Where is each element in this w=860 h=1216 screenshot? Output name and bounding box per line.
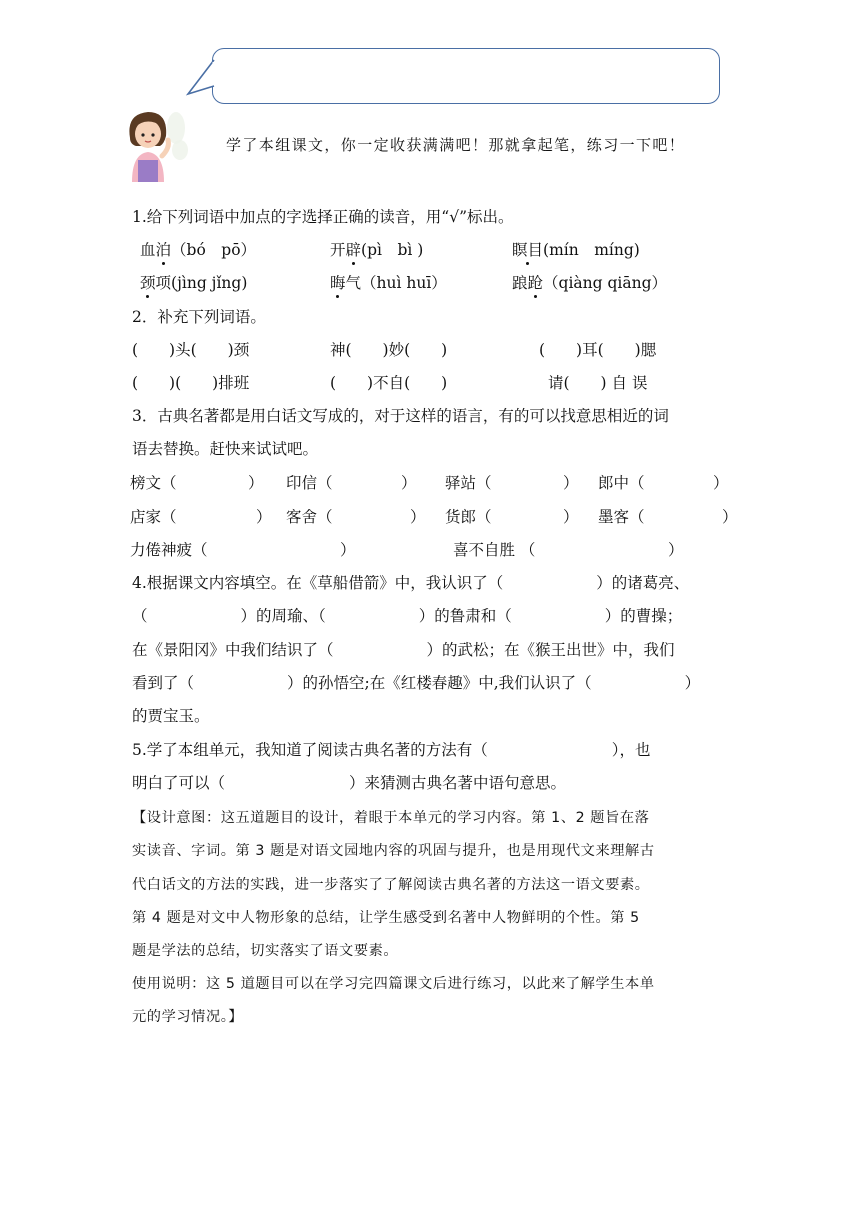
usage-note-line: 元的学习情况。】 xyxy=(132,1009,244,1025)
q1-item: 瞑目(mín míng) xyxy=(512,241,640,259)
q3-item: 喜不自胜 （ xyxy=(453,541,536,559)
design-note-line: 实读音、字词。第 3 题是对语文园地内容的巩固与提升，也是用现代文来理解古 xyxy=(132,843,655,859)
q3-item-close: ） xyxy=(401,474,417,492)
design-note-line: 代白话文的方法的实践，进一步落实了了解阅读古典名著的方法这一语文要素。 xyxy=(132,877,650,893)
design-note-line: 【设计意图：这五道题目的设计，着眼于本单元的学习内容。第 1、2 题旨在落 xyxy=(132,810,650,826)
q1-item: 踉跄（qiàng qiāng） xyxy=(512,274,668,292)
q2-item: ( )( )排班 xyxy=(132,374,250,392)
q3-item-close: ） xyxy=(713,474,729,492)
q3-item: 驿站（ xyxy=(445,474,492,492)
speech-bubble xyxy=(212,48,720,104)
q2-title: 2．补充下列词语。 xyxy=(132,308,266,326)
q2-item: ( )头( )颈 xyxy=(132,341,250,359)
girl-illustration xyxy=(118,108,190,182)
q1-item: 血泊（bó pō） xyxy=(140,241,257,259)
q3-item: 客舍（ xyxy=(286,508,333,526)
q3-item: 力倦神疲（ xyxy=(130,541,208,559)
q3-item-close: ） xyxy=(410,508,426,526)
q5-line: 明白了可以（ ）来猜测古典名著中语句意思。 xyxy=(132,774,567,792)
usage-note-line: 使用说明：这 5 道题目可以在学习完四篇课文后进行练习，以此来了解学生本单 xyxy=(132,976,655,992)
q4-line: 的贾宝玉。 xyxy=(132,707,210,725)
q4-line: 4.根据课文内容填空。在《草船借箭》中，我认识了（ ）的诸葛亮、 xyxy=(132,574,690,592)
q3-item-close: ） xyxy=(248,474,264,492)
q4-line: 看到了（ ）的孙悟空;在《红楼春趣》中,我们认识了（ ） xyxy=(132,674,701,692)
q3-item: 墨客（ xyxy=(598,508,645,526)
q1-item: 开辟(pì bì ) xyxy=(330,241,424,259)
q3-item: 店家（ xyxy=(130,508,177,526)
q1-item: 晦气（huì huī） xyxy=(330,274,447,292)
q3-item-close: ） xyxy=(563,508,579,526)
speech-bubble-tail xyxy=(186,56,216,106)
design-note-line: 题是学法的总结，切实落实了语文要素。 xyxy=(132,943,399,959)
q3-item-close: ） xyxy=(668,541,684,559)
q2-item: 神( )妙( ) xyxy=(330,341,448,359)
q2-item: 请( ) 自 误 xyxy=(548,374,648,392)
q1-title: 1.给下列词语中加点的字选择正确的读音，用“√”标出。 xyxy=(132,208,514,226)
q1-item: 颈项(jìng jǐng) xyxy=(140,274,248,292)
q3-item-close: ） xyxy=(256,508,272,526)
design-note-line: 第 4 题是对文中人物形象的总结，让学生感受到名著中人物鲜明的个性。第 5 xyxy=(132,910,640,926)
q3-item: 郎中（ xyxy=(598,474,645,492)
q2-item: ( )不自( ) xyxy=(330,374,448,392)
q3-line: 3．古典名著都是用白话文写成的，对于这样的语言，有的可以找意思相近的词 xyxy=(132,407,669,425)
q3-item-close: ） xyxy=(340,541,356,559)
q5-line: 5.学了本组单元，我知道了阅读古典名著的方法有（ ），也 xyxy=(132,741,651,759)
q3-line: 语去替换。赶快来试试吧。 xyxy=(132,440,319,458)
q3-item: 印信（ xyxy=(286,474,333,492)
q3-item: 货郎（ xyxy=(445,508,492,526)
q4-line: （ ）的周瑜、（ ）的鲁肃和（ ）的曹操； xyxy=(132,607,683,625)
q4-line: 在《景阳冈》中我们结识了（ ）的武松；在《猴王出世》中，我们 xyxy=(132,641,675,659)
q2-item: ( )耳( )腮 xyxy=(539,341,657,359)
q3-item-close: ） xyxy=(722,508,738,526)
q3-item-close: ） xyxy=(563,474,579,492)
intro-text: 学了本组课文，你一定收获满满吧！那就拿起笔，练习一下吧！ xyxy=(226,137,686,154)
q3-item: 榜文（ xyxy=(130,474,177,492)
